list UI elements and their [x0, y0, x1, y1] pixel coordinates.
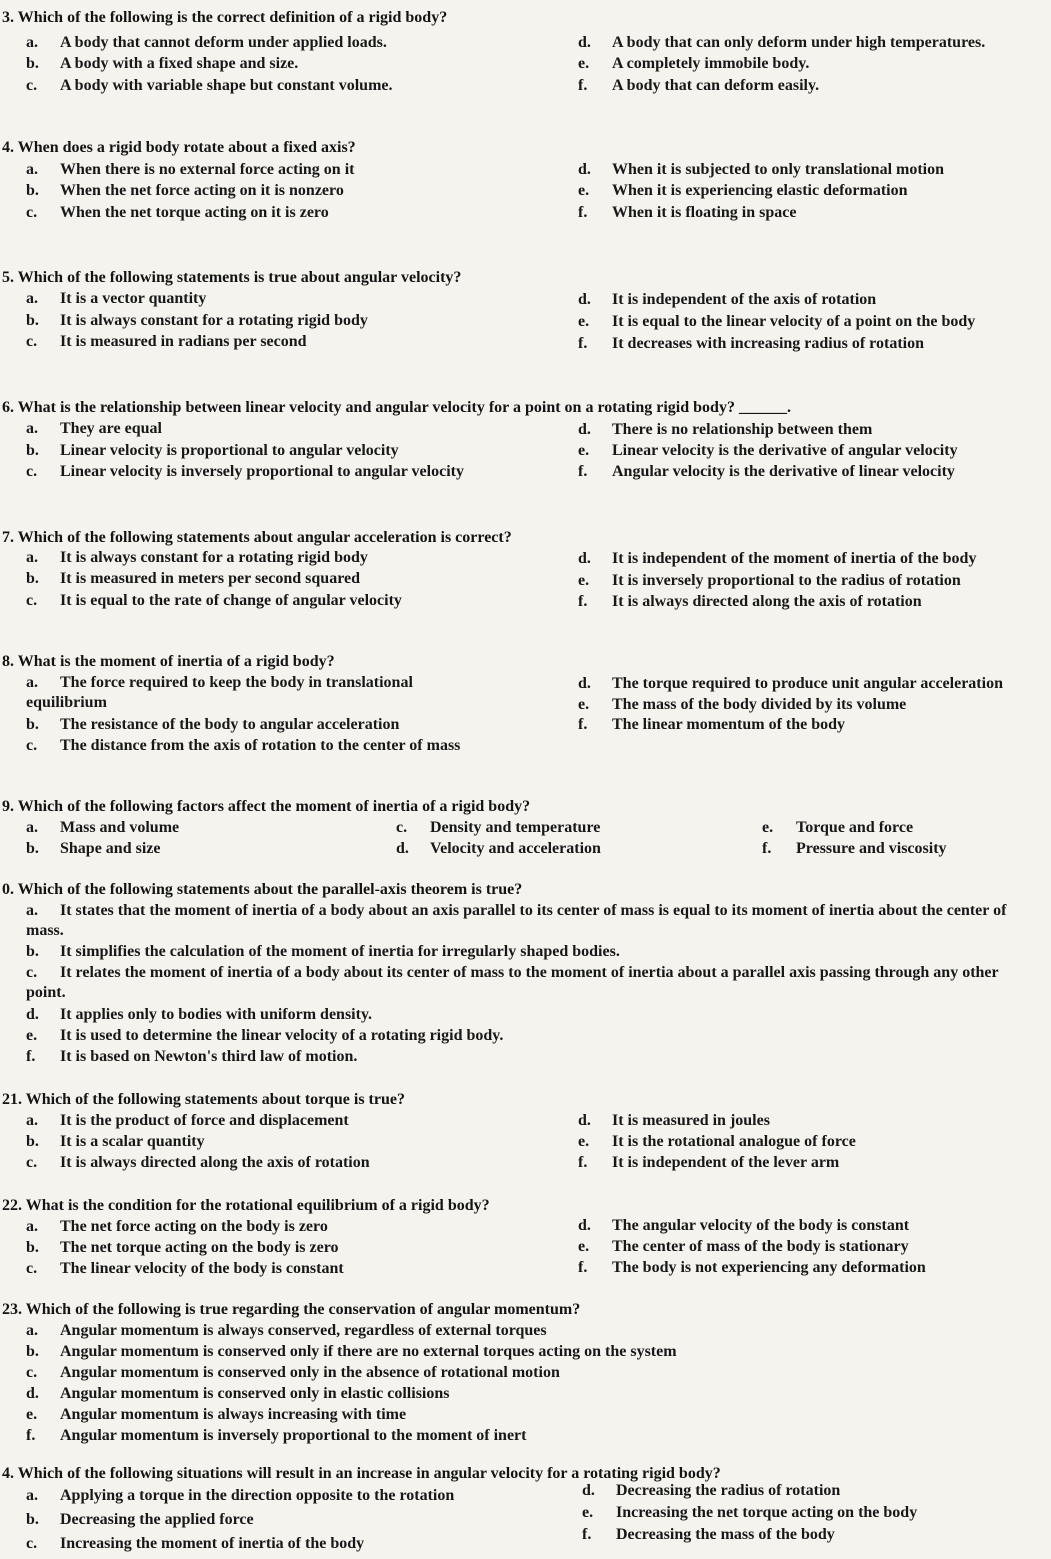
option-text: It is independent of the axis of rotation [612, 291, 877, 308]
option-e[interactable] [578, 695, 906, 715]
option-text: Increasing the moment of inertia of the body [60, 1535, 365, 1552]
option-a[interactable] [26, 33, 387, 53]
option-text: Angular momentum is inversely proportional to the moment of inert [60, 1427, 527, 1444]
option-a[interactable] [26, 673, 480, 713]
option-letter: f. [578, 1154, 588, 1171]
option-text: It is always constant for a rotating rigid body [60, 549, 368, 566]
question-text [2, 398, 791, 418]
option-letter: b. [26, 840, 39, 857]
question-stem: Which of the following is the correct definition of a rigid body? [17, 9, 448, 26]
option-text: The linear momentum of the body [612, 716, 846, 733]
option-b[interactable] [26, 1342, 677, 1362]
option-letter: e. [26, 1027, 38, 1044]
option-letter: d. [578, 161, 591, 178]
option-e[interactable] [582, 1503, 917, 1523]
question-stem: What is the moment of inertia of a rigid body? [17, 653, 335, 670]
option-e[interactable] [578, 181, 908, 201]
question-number: 7. [2, 529, 14, 546]
option-text: When the net force acting on it is nonzero [60, 182, 344, 199]
option-a[interactable] [26, 419, 162, 439]
option-letter: a. [26, 1322, 38, 1339]
option-letter: a. [26, 420, 38, 437]
option-letter: a. [26, 290, 38, 307]
question-text [2, 528, 512, 548]
option-e[interactable] [578, 1237, 909, 1257]
question-stem: What is the relationship between linear velocity and angular velocity for a point on a rotating rigid body? ______. [17, 399, 791, 416]
option-f[interactable] [578, 1153, 839, 1173]
question-number: 23. [2, 1301, 22, 1318]
option-f[interactable] [578, 76, 819, 96]
option-e[interactable] [578, 1132, 856, 1152]
option-text: Shape and size [60, 840, 161, 857]
option-b[interactable] [26, 181, 344, 201]
question-text [2, 652, 335, 672]
option-text: When the net torque acting on it is zero [60, 204, 329, 221]
option-text: It is used to determine the linear velocity of a rotating rigid body. [60, 1027, 504, 1044]
option-text: It simplifies the calculation of the moment of inertia for irregularly shaped bodies. [60, 943, 620, 960]
question-text [2, 8, 447, 28]
question-number: 0. [2, 881, 14, 898]
question-stem: Which of the following is true regarding the conservation of angular momentum? [25, 1301, 581, 1318]
option-text: It is the rotational analogue of force [612, 1133, 856, 1150]
option-text: Mass and volume [60, 819, 180, 836]
option-letter: f. [578, 335, 588, 352]
option-c[interactable] [26, 591, 402, 611]
option-a[interactable] [26, 1217, 328, 1237]
option-a[interactable] [26, 901, 1026, 941]
option-letter: a. [26, 34, 38, 51]
option-d[interactable] [578, 33, 985, 53]
option-letter: f. [578, 77, 588, 94]
question-text [2, 138, 356, 158]
option-a[interactable] [26, 548, 368, 568]
option-text: It is equal to the rate of change of angular velocity [60, 592, 402, 609]
option-letter: c. [26, 1260, 38, 1277]
option-text: Applying a torque in the direction opposite to the rotation [60, 1487, 455, 1504]
option-text: The net torque acting on the body is zero [60, 1239, 339, 1256]
option-letter: b. [26, 1511, 39, 1528]
question-text [2, 1300, 580, 1320]
option-f[interactable] [578, 592, 922, 612]
option-letter: d. [396, 840, 409, 857]
option-text: There is no relationship between them [612, 421, 873, 438]
option-letter: a. [26, 1487, 38, 1504]
option-letter: c. [396, 819, 408, 836]
option-d[interactable] [578, 1111, 770, 1131]
option-b[interactable] [26, 441, 399, 461]
option-letter: e. [26, 1406, 38, 1423]
option-letter: f. [578, 463, 588, 480]
option-text: The force required to keep the body in translational equilibrium [26, 674, 413, 711]
option-d[interactable] [582, 1481, 840, 1501]
option-text: It is measured in radians per second [60, 333, 307, 350]
option-c[interactable] [26, 1153, 370, 1173]
option-letter: e. [578, 572, 590, 589]
option-letter: c. [26, 737, 38, 754]
option-text: The angular velocity of the body is constant [612, 1217, 910, 1234]
option-letter: d. [578, 421, 591, 438]
option-a[interactable] [26, 160, 354, 180]
option-text: Increasing the net torque acting on the body [616, 1504, 918, 1521]
option-text: It is always directed along the axis of rotation [60, 1154, 370, 1171]
option-text: It is independent of the moment of inertia of the body [612, 550, 977, 567]
option-text: It is always constant for a rotating rigid body [60, 312, 368, 329]
option-a[interactable] [26, 1486, 454, 1506]
question-text [2, 1090, 405, 1110]
option-d[interactable] [578, 1216, 909, 1236]
option-text: It is based on Newton's third law of motion. [60, 1048, 358, 1065]
option-letter: b. [26, 312, 39, 329]
option-text: It applies only to bodies with uniform density. [60, 1006, 373, 1023]
option-a[interactable] [26, 289, 206, 309]
option-f[interactable] [26, 1047, 357, 1067]
option-letter: d. [26, 1006, 39, 1023]
question-number: 22. [2, 1197, 22, 1214]
option-f[interactable] [578, 334, 924, 354]
option-text: It is inversely proportional to the radius of rotation [612, 572, 961, 589]
option-c[interactable] [26, 462, 478, 482]
option-letter: e. [578, 313, 590, 330]
option-letter: e. [578, 55, 590, 72]
option-c[interactable] [26, 1259, 344, 1279]
question-number: 5. [2, 269, 14, 286]
option-text: It states that the moment of inertia of a body about an axis parallel to its center of mass is equal to its moment of inertia about the center of mass. [26, 902, 1007, 939]
option-letter: c. [26, 333, 38, 350]
question-number: 6. [2, 399, 14, 416]
option-text: Pressure and viscosity [796, 840, 947, 857]
option-letter: c. [26, 463, 38, 480]
option-letter: f. [578, 716, 588, 733]
option-text: It is the product of force and displacement [60, 1112, 349, 1129]
option-e[interactable] [26, 1405, 406, 1425]
option-text: The resistance of the body to angular acceleration [60, 716, 400, 733]
option-letter: b. [26, 716, 39, 733]
option-text: Decreasing the radius of rotation [616, 1482, 841, 1499]
option-d[interactable] [578, 290, 876, 310]
question-text [2, 1196, 490, 1216]
option-letter: d. [26, 1385, 39, 1402]
question-number: 9. [2, 798, 14, 815]
option-b[interactable] [26, 54, 298, 74]
option-c[interactable] [26, 1534, 364, 1554]
option-letter: d. [578, 675, 591, 692]
question-stem: Which of the following situations will result in an increase in angular velocity for a rotating rigid body? [17, 1465, 721, 1482]
option-c[interactable] [396, 818, 600, 838]
option-letter: e. [578, 1133, 590, 1150]
option-e[interactable] [578, 54, 809, 74]
option-letter: c. [26, 1535, 38, 1552]
option-letter: c. [26, 964, 38, 981]
question-number: 4. [2, 1465, 14, 1482]
option-d[interactable] [26, 1005, 372, 1025]
option-letter: f. [578, 1259, 588, 1276]
question-number: 21. [2, 1091, 22, 1108]
option-text: They are equal [60, 420, 162, 437]
option-letter: b. [26, 943, 39, 960]
question-text [2, 880, 522, 900]
option-text: Torque and force [796, 819, 914, 836]
option-d[interactable] [578, 549, 976, 569]
option-text: It relates the moment of inertia of a body about its center of mass to the moment of inertia about a parallel axis passing through any other point. [26, 964, 999, 1001]
option-e[interactable] [578, 571, 961, 591]
option-text: A body with a fixed shape and size. [60, 55, 299, 72]
option-text: A body that can only deform under high temperatures. [612, 34, 986, 51]
option-text: The mass of the body divided by its volume [612, 696, 907, 713]
option-c[interactable] [26, 963, 1026, 1003]
option-text: Angular momentum is always increasing with time [60, 1406, 407, 1423]
question-stem: Which of the following statements is true about angular velocity? [17, 269, 462, 286]
option-letter: f. [762, 840, 772, 857]
question-text [2, 268, 461, 288]
option-text: It is measured in meters per second squared [60, 570, 360, 587]
option-d[interactable] [396, 839, 601, 859]
option-letter: b. [26, 570, 39, 587]
option-text: It is measured in joules [612, 1112, 770, 1129]
option-text: It is equal to the linear velocity of a point on the body [612, 313, 976, 330]
option-letter: d. [578, 1112, 591, 1129]
option-letter: f. [578, 204, 588, 221]
option-text: Linear velocity is proportional to angular velocity [60, 442, 399, 459]
option-letter: d. [578, 1217, 591, 1234]
option-f[interactable] [578, 1258, 926, 1278]
option-letter: d. [578, 291, 591, 308]
option-c[interactable] [26, 332, 307, 352]
option-letter: c. [26, 1154, 38, 1171]
option-letter: d. [582, 1482, 595, 1499]
option-text: Angular velocity is the derivative of linear velocity [612, 463, 955, 480]
option-text: Decreasing the applied force [60, 1511, 254, 1528]
option-a[interactable] [26, 818, 179, 838]
option-e[interactable] [26, 1026, 503, 1046]
option-text: Angular momentum is conserved only in the absence of rotational motion [60, 1364, 560, 1381]
option-a[interactable] [26, 1111, 349, 1131]
option-b[interactable] [26, 942, 1026, 962]
option-d[interactable] [578, 674, 1003, 694]
option-a[interactable] [26, 1321, 547, 1341]
option-letter: d. [578, 34, 591, 51]
option-b[interactable] [26, 1132, 205, 1152]
option-text: Decreasing the mass of the body [616, 1526, 835, 1543]
option-letter: f. [26, 1048, 36, 1065]
option-letter: a. [26, 674, 38, 691]
option-text: Linear velocity is the derivative of angular velocity [612, 442, 958, 459]
option-text: Angular momentum is always conserved, regardless of external torques [60, 1322, 547, 1339]
option-letter: b. [26, 1343, 39, 1360]
option-f[interactable] [582, 1525, 835, 1545]
option-text: A body that can deform easily. [612, 77, 820, 94]
option-letter: b. [26, 442, 39, 459]
option-text: When there is no external force acting on it [60, 161, 355, 178]
option-letter: a. [26, 1218, 38, 1235]
option-e[interactable] [578, 312, 975, 332]
option-d[interactable] [578, 420, 872, 440]
option-text: It is a vector quantity [60, 290, 207, 307]
option-text: When it is floating in space [612, 204, 797, 221]
option-f[interactable] [578, 715, 845, 735]
option-letter: e. [582, 1504, 594, 1521]
option-c[interactable] [26, 76, 393, 96]
option-letter: f. [578, 593, 588, 610]
option-f[interactable] [26, 1426, 526, 1446]
option-text: It is a scalar quantity [60, 1133, 205, 1150]
question-number: 4. [2, 139, 14, 156]
option-c[interactable] [26, 1363, 560, 1383]
option-text: The distance from the axis of rotation to the center of mass [60, 737, 461, 754]
option-text: Angular momentum is conserved only in elastic collisions [60, 1385, 450, 1402]
option-text: It decreases with increasing radius of rotation [612, 335, 924, 352]
option-letter: b. [26, 1133, 39, 1150]
option-letter: e. [578, 696, 590, 713]
question-stem: Which of the following factors affect the moment of inertia of a rigid body? [17, 798, 531, 815]
option-letter: a. [26, 819, 38, 836]
option-text: Linear velocity is inversely proportional to angular velocity [60, 463, 464, 480]
option-f[interactable] [578, 203, 796, 223]
option-text: A body with variable shape but constant volume. [60, 77, 393, 94]
option-letter: e. [578, 1238, 590, 1255]
option-e[interactable] [762, 818, 913, 838]
option-letter: c. [26, 77, 38, 94]
option-d[interactable] [578, 160, 944, 180]
option-text: When it is experiencing elastic deformation [612, 182, 908, 199]
option-letter: b. [26, 55, 39, 72]
option-letter: c. [26, 1364, 38, 1381]
option-b[interactable] [26, 311, 368, 331]
question-number: 8. [2, 653, 14, 670]
option-text: Velocity and acceleration [430, 840, 601, 857]
option-b[interactable] [26, 715, 399, 735]
option-letter: e. [762, 819, 774, 836]
option-b[interactable] [26, 569, 360, 589]
option-letter: f. [582, 1526, 592, 1543]
option-text: The body is not experiencing any deformation [612, 1259, 926, 1276]
option-text: It is always directed along the axis of rotation [612, 593, 922, 610]
option-letter: e. [578, 182, 590, 199]
question-number: 3. [2, 9, 14, 26]
question-stem: When does a rigid body rotate about a fixed axis? [17, 139, 356, 156]
option-letter: f. [26, 1427, 36, 1444]
option-text: The center of mass of the body is stationary [612, 1238, 909, 1255]
option-d[interactable] [26, 1384, 450, 1404]
question-text [2, 797, 530, 817]
option-text: Angular momentum is conserved only if there are no external torques acting on the system [60, 1343, 677, 1360]
option-b[interactable] [26, 1238, 339, 1258]
option-e[interactable] [578, 441, 958, 461]
option-text: It is independent of the lever arm [612, 1154, 840, 1171]
option-text: The net force acting on the body is zero [60, 1218, 328, 1235]
option-b[interactable] [26, 1510, 254, 1530]
option-text: A body that cannot deform under applied loads. [60, 34, 387, 51]
question-stem: Which of the following statements about torque is true? [25, 1091, 405, 1108]
option-letter: c. [26, 204, 38, 221]
option-f[interactable] [762, 839, 947, 859]
option-f[interactable] [578, 462, 955, 482]
option-letter: a. [26, 161, 38, 178]
option-c[interactable] [26, 203, 329, 223]
question-stem: Which of the following statements about the parallel-axis theorem is true? [17, 881, 523, 898]
option-c[interactable] [26, 736, 480, 756]
option-b[interactable] [26, 839, 160, 859]
option-letter: a. [26, 1112, 38, 1129]
option-text: The torque required to produce unit angular acceleration [612, 675, 1003, 692]
option-text: A completely immobile body. [612, 55, 810, 72]
option-letter: d. [578, 550, 591, 567]
option-letter: e. [578, 442, 590, 459]
option-letter: b. [26, 1239, 39, 1256]
option-letter: b. [26, 182, 39, 199]
option-text: Density and temperature [430, 819, 601, 836]
option-letter: a. [26, 549, 38, 566]
option-text: When it is subjected to only translational motion [612, 161, 945, 178]
question-stem: What is the condition for the rotational equilibrium of a rigid body? [25, 1197, 490, 1214]
option-letter: c. [26, 592, 38, 609]
option-letter: a. [26, 902, 38, 919]
option-text: The linear velocity of the body is constant [60, 1260, 344, 1277]
question-stem: Which of the following statements about angular acceleration is correct? [17, 529, 512, 546]
